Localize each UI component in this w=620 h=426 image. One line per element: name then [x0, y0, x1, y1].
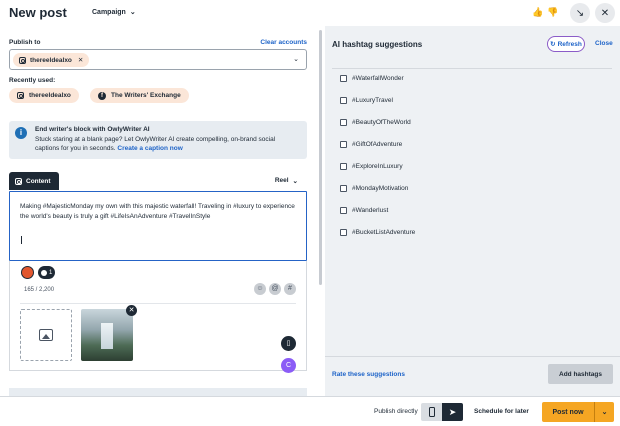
owlywriter-banner [9, 121, 307, 159]
canva-icon[interactable]: C [281, 358, 296, 373]
publish-mode-toggle [421, 403, 463, 421]
next-section-preview [9, 388, 307, 396]
refresh-button[interactable] [547, 36, 585, 52]
checkbox[interactable] [340, 185, 347, 192]
recent-account-chip[interactable] [9, 88, 79, 103]
hashtag-label: #Wanderlust [352, 207, 389, 214]
hashtag-option[interactable] [340, 185, 408, 192]
selected-account-chip [13, 53, 89, 67]
post-type-dropdown[interactable] [275, 177, 298, 185]
instagram-icon [17, 92, 24, 99]
recent-account-name: thereeldealxo [29, 92, 71, 99]
remove-account-icon[interactable]: ✕ [77, 57, 84, 64]
checkbox[interactable] [340, 75, 347, 82]
checkbox[interactable] [340, 207, 347, 214]
hashtag-option[interactable] [340, 207, 388, 214]
checkbox[interactable] [340, 141, 347, 148]
campaign-label: Campaign [92, 8, 126, 16]
hashtag-option[interactable] [340, 75, 404, 82]
text-cursor [21, 236, 22, 244]
hashtag-option[interactable] [340, 229, 415, 236]
post-now-button[interactable] [542, 402, 614, 422]
facebook-icon: f [98, 92, 106, 100]
compose-toolbar [9, 261, 307, 371]
hashtag-option[interactable] [340, 97, 393, 104]
refresh-icon: ↻ [550, 41, 556, 48]
minimize-button[interactable] [570, 3, 590, 23]
publish-directly-label: Publish directly [374, 408, 418, 415]
checkbox[interactable] [340, 119, 347, 126]
mobile-publish-option[interactable] [421, 403, 442, 421]
post-type-label: Reel [274, 177, 289, 184]
character-count: 165 / 2,200 [24, 287, 55, 293]
refresh-label: Refresh [557, 40, 582, 48]
assistant-row [21, 266, 55, 279]
tab-label: Content [26, 177, 51, 185]
add-hashtags-button[interactable]: Add hashtags [548, 364, 613, 384]
hashtag-label: #LuxuryTravel [352, 97, 393, 104]
chevron-down-icon: ⌄ [129, 9, 136, 16]
chevron-down-icon: ⌄ [293, 56, 299, 63]
panel-title: AI hashtag suggestions [332, 40, 423, 49]
clear-accounts-link[interactable]: Clear accounts [260, 39, 307, 46]
hashtag-label: #WaterfallWonder [352, 75, 404, 82]
scrollbar[interactable] [319, 30, 322, 285]
chevron-down-icon: ⌄ [292, 178, 298, 185]
post-now-label: Post now [552, 408, 584, 416]
banner-text: Stuck staring at a blank page? Let OwlyWriter AI create compelling, on-brand social captions for you in seconds. [35, 136, 276, 152]
remove-media-icon[interactable]: ✕ [126, 305, 137, 316]
hashtag-label: #ExploreInLuxury [352, 163, 403, 170]
send-icon: ➤ [448, 406, 457, 417]
recent-account-chip[interactable] [90, 88, 189, 103]
tab-content[interactable] [9, 172, 59, 190]
instagram-icon [15, 178, 22, 185]
hashtag-icon[interactable]: # [284, 283, 296, 295]
schedule-later-button[interactable]: Schedule for later [474, 408, 529, 415]
info-icon: i [15, 127, 27, 139]
recent-account-name: The Writers' Exchange [111, 92, 181, 99]
campaign-dropdown[interactable] [92, 8, 136, 16]
hashtag-option[interactable] [340, 163, 403, 170]
waterfall-image [101, 323, 113, 349]
create-caption-link[interactable]: Create a caption now [117, 145, 183, 152]
page-title: New post [9, 5, 67, 20]
phone-icon [429, 407, 435, 417]
caption-editor[interactable] [9, 191, 307, 261]
direct-publish-option[interactable] [442, 403, 463, 421]
hashtag-panel [325, 26, 620, 396]
divider [332, 68, 612, 69]
banner-title: End writer's block with OwlyWriter AI [35, 126, 150, 133]
checkbox[interactable] [340, 229, 347, 236]
composer-panel [0, 26, 316, 396]
hashtag-label: #BucketListAdventure [352, 229, 416, 236]
checkbox[interactable] [340, 97, 347, 104]
close-panel-link[interactable]: Close [595, 40, 613, 47]
divider [20, 303, 296, 304]
text-tools [254, 283, 296, 295]
header [0, 0, 620, 26]
close-icon: ✕ [600, 7, 610, 19]
grammarly-icon [41, 270, 47, 276]
footer [0, 396, 620, 426]
selected-account-name: thereeldealxo [30, 56, 72, 64]
media-thumbnail[interactable] [81, 309, 133, 361]
add-media-button[interactable] [20, 309, 72, 361]
divider [325, 356, 620, 357]
rate-suggestions-link[interactable]: Rate these suggestions [332, 371, 405, 378]
hashtag-label: #BeautyOfTheWorld [352, 119, 411, 126]
hashtag-label: #MondayMotivation [352, 185, 409, 192]
owl-icon[interactable] [21, 266, 34, 279]
recently-used-label: Recently used: [9, 77, 56, 84]
chevron-down-icon[interactable]: ⌄ [594, 402, 614, 422]
close-button[interactable] [595, 3, 615, 23]
checkbox[interactable] [340, 163, 347, 170]
caption-text: Making #MajesticMonday my own with this majestic waterfall! Traveling in #luxury to experience the world's beauty is truly a gift #LifeIsAnAdventure #TravelInStyle [20, 203, 295, 220]
hashtag-option[interactable] [340, 119, 411, 126]
account-selector[interactable] [9, 49, 307, 70]
image-icon [39, 329, 53, 341]
thumbs-up-icon[interactable]: 👍 [532, 7, 544, 17]
grammar-badge[interactable] [38, 266, 55, 279]
mention-icon[interactable]: @ [269, 283, 281, 295]
arrow-down-right-icon: ↘ [575, 7, 585, 19]
banner-body [35, 135, 300, 153]
instagram-icon [19, 57, 26, 64]
grammar-count: 1 [49, 269, 53, 276]
thumbs-down-icon[interactable]: 👎 [547, 7, 559, 17]
hashtag-option[interactable] [340, 141, 402, 148]
media-library-icon[interactable]: ▯ [281, 336, 296, 351]
publish-to-label: Publish to [9, 39, 41, 46]
hashtag-label: #GiftOfAdventure [352, 141, 403, 148]
emoji-icon[interactable]: ☺ [254, 283, 266, 295]
